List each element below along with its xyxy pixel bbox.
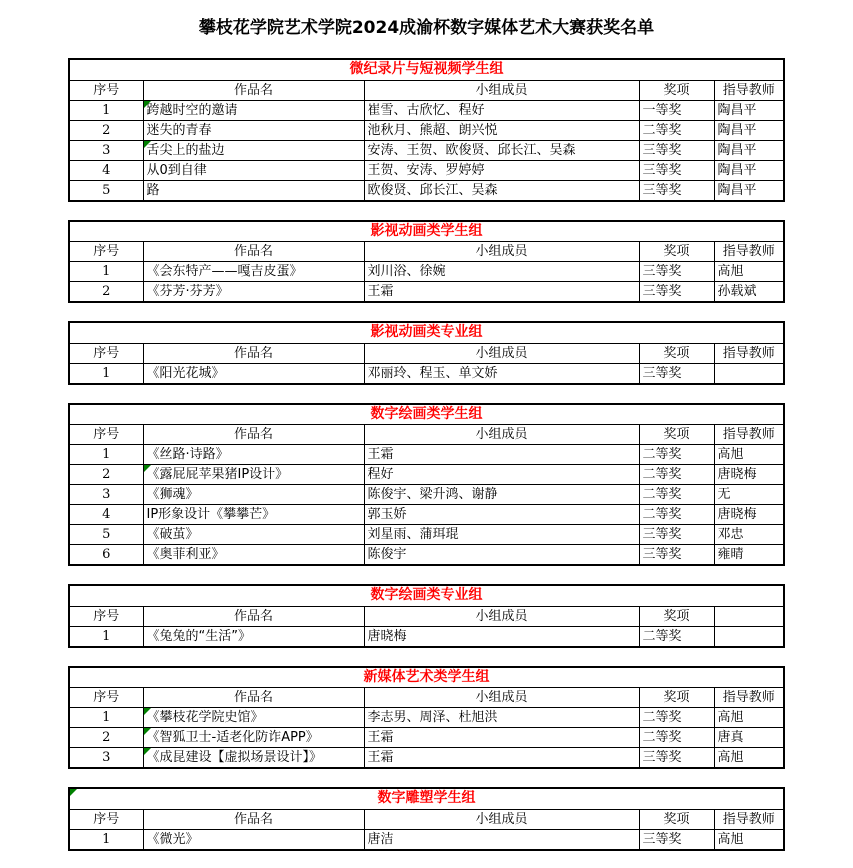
cell-work-title: 《成昆建设【虚拟场景设计】》: [143, 748, 364, 769]
cell-members: 陈俊宇、梁升鸿、谢静: [364, 485, 639, 505]
column-header: 指导教师: [714, 80, 784, 100]
column-header: 序号: [69, 688, 143, 708]
cell-number: 4: [69, 505, 143, 525]
column-header-row: [69, 80, 784, 100]
cell-number: 3: [69, 140, 143, 160]
cell-award: 三等奖: [639, 180, 714, 201]
table-row: [69, 120, 784, 140]
group-title: 影视动画类学生组: [69, 221, 784, 242]
cell-work-title: 《丝路·诗路》: [143, 445, 364, 465]
award-table: [68, 58, 785, 202]
column-header: 奖项: [639, 343, 714, 363]
column-header: 小组成员: [364, 425, 639, 445]
cell-number: 5: [69, 525, 143, 545]
cell-work-title: 《会东特产——嘎吉皮蛋》: [143, 262, 364, 282]
column-header: 序号: [69, 606, 143, 626]
cell-teacher: 陶昌平: [714, 180, 784, 201]
cell-members: 郭玉娇: [364, 505, 639, 525]
cell-award: 二等奖: [639, 465, 714, 485]
cell-members: 唐洁: [364, 829, 639, 850]
cell-members: 李志男、周泽、杜旭洪: [364, 708, 639, 728]
column-header-row: [69, 606, 784, 626]
table-row: [69, 282, 784, 303]
cell-number: 1: [69, 262, 143, 282]
cell-teacher: 陶昌平: [714, 120, 784, 140]
cell-teacher: 高旭: [714, 262, 784, 282]
column-header: 奖项: [639, 606, 714, 626]
cell-members: 刘星雨、蒲珥琨: [364, 525, 639, 545]
cell-teacher: 陶昌平: [714, 160, 784, 180]
cell-award: 二等奖: [639, 445, 714, 465]
cell-members: 崔雪、古欣忆、程好: [364, 100, 639, 120]
table-row: [69, 505, 784, 525]
cell-work-title: 《兔兔的“生活”》: [143, 626, 364, 647]
column-header: 作品名: [143, 688, 364, 708]
column-header-row: [69, 425, 784, 445]
cell-teacher: 唐真: [714, 728, 784, 748]
cell-award: 三等奖: [639, 363, 714, 384]
cell-work-title: 《攀枝花学院史馆》: [143, 708, 364, 728]
group-title: 数字绘画类专业组: [69, 585, 784, 606]
cell-number: 1: [69, 708, 143, 728]
cell-award: 二等奖: [639, 485, 714, 505]
cell-members: 王霜: [364, 445, 639, 465]
column-header-row: [69, 809, 784, 829]
group-header-row: [69, 322, 784, 343]
cell-award: 二等奖: [639, 626, 714, 647]
cell-teacher: [714, 363, 784, 384]
cell-members: 王霜: [364, 728, 639, 748]
group-title: 数字雕塑学生组: [69, 788, 784, 809]
cell-teacher: 孙载斌: [714, 282, 784, 303]
group-title: 微纪录片与短视频学生组: [69, 59, 784, 80]
cell-work-title: IP形象设计《攀攀芒》: [143, 505, 364, 525]
cell-members: 程好: [364, 465, 639, 485]
column-header: 小组成员: [364, 343, 639, 363]
column-header: 指导教师: [714, 242, 784, 262]
group-header-row: [69, 585, 784, 606]
cell-teacher: 高旭: [714, 708, 784, 728]
cell-number: 2: [69, 728, 143, 748]
column-header-row: [69, 242, 784, 262]
group-title: 新媒体艺术类学生组: [69, 667, 784, 688]
column-header: [714, 606, 784, 626]
cell-number: 1: [69, 100, 143, 120]
table-row: [69, 748, 784, 769]
cell-number: 3: [69, 748, 143, 769]
cell-work-title: 《奥菲利亚》: [143, 545, 364, 566]
column-header: 作品名: [143, 80, 364, 100]
cell-members: 池秋月、熊超、朗兴悦: [364, 120, 639, 140]
column-header: 序号: [69, 343, 143, 363]
column-header: 奖项: [639, 809, 714, 829]
cell-award: 一等奖: [639, 100, 714, 120]
column-header: 奖项: [639, 242, 714, 262]
table-row: [69, 180, 784, 201]
award-table: [68, 787, 785, 851]
table-row: [69, 465, 784, 485]
column-header: 小组成员: [364, 242, 639, 262]
cell-award: 三等奖: [639, 525, 714, 545]
cell-award: 三等奖: [639, 262, 714, 282]
cell-work-title: 迷失的青春: [143, 120, 364, 140]
cell-teacher: 唐晓梅: [714, 505, 784, 525]
column-header: 小组成员: [364, 606, 639, 626]
cell-work-title: 从0到自律: [143, 160, 364, 180]
table-row: [69, 160, 784, 180]
table-row: [69, 545, 784, 566]
table-row: [69, 485, 784, 505]
cell-award: 二等奖: [639, 728, 714, 748]
cell-number: 1: [69, 445, 143, 465]
cell-number: 6: [69, 545, 143, 566]
award-table: [68, 403, 785, 567]
cell-number: 5: [69, 180, 143, 201]
table-row: [69, 363, 784, 384]
group-header-row: [69, 221, 784, 242]
group-header-row: [69, 59, 784, 80]
column-header: 作品名: [143, 242, 364, 262]
cell-teacher: 无: [714, 485, 784, 505]
cell-teacher: 陶昌平: [714, 100, 784, 120]
cell-members: 欧俊贤、邱长江、吴森: [364, 180, 639, 201]
cell-number: 2: [69, 465, 143, 485]
column-header: 奖项: [639, 425, 714, 445]
cell-teacher: 雍晴: [714, 545, 784, 566]
cell-award: 二等奖: [639, 120, 714, 140]
column-header: 作品名: [143, 343, 364, 363]
cell-work-title: 《狮魂》: [143, 485, 364, 505]
cell-award: 三等奖: [639, 140, 714, 160]
group-title: 数字绘画类学生组: [69, 404, 784, 425]
cell-members: 刘川浴、徐婉: [364, 262, 639, 282]
cell-teacher: 高旭: [714, 829, 784, 850]
table-row: [69, 262, 784, 282]
cell-award: 三等奖: [639, 282, 714, 303]
table-row: [69, 829, 784, 850]
cell-award: 三等奖: [639, 545, 714, 566]
cell-members: 安涛、王贺、欧俊贤、邱长江、吴森: [364, 140, 639, 160]
column-header-row: [69, 343, 784, 363]
table-row: [69, 708, 784, 728]
cell-work-title: 《芬芳·芬芳》: [143, 282, 364, 303]
award-tables-container: [68, 58, 783, 851]
group-header-row: [69, 788, 784, 809]
cell-number: 2: [69, 120, 143, 140]
column-header: 序号: [69, 242, 143, 262]
column-header: 指导教师: [714, 809, 784, 829]
table-row: [69, 100, 784, 120]
column-header: 奖项: [639, 688, 714, 708]
cell-teacher: 高旭: [714, 748, 784, 769]
cell-teacher: 唐晓梅: [714, 465, 784, 485]
column-header: 小组成员: [364, 80, 639, 100]
cell-work-title: 舌尖上的盐边: [143, 140, 364, 160]
cell-teacher: 高旭: [714, 445, 784, 465]
cell-work-title: 《破茧》: [143, 525, 364, 545]
table-row: [69, 728, 784, 748]
column-header: 作品名: [143, 425, 364, 445]
cell-award: 二等奖: [639, 708, 714, 728]
cell-award: 二等奖: [639, 505, 714, 525]
column-header: 作品名: [143, 809, 364, 829]
column-header: 奖项: [639, 80, 714, 100]
cell-number: 4: [69, 160, 143, 180]
award-table: [68, 220, 785, 304]
column-header: 序号: [69, 809, 143, 829]
cell-work-title: 跨越时空的邀请: [143, 100, 364, 120]
cell-number: 1: [69, 363, 143, 384]
award-table: [68, 321, 785, 385]
cell-work-title: 《智狐卫士-适老化防诈APP》: [143, 728, 364, 748]
cell-work-title: 《露屁屁苹果猪IP设计》: [143, 465, 364, 485]
table-row: [69, 140, 784, 160]
cell-work-title: 《阳光花城》: [143, 363, 364, 384]
cell-number: 3: [69, 485, 143, 505]
cell-award: 三等奖: [639, 160, 714, 180]
group-title: 影视动画类专业组: [69, 322, 784, 343]
cell-work-title: 路: [143, 180, 364, 201]
award-table: [68, 666, 785, 770]
cell-number: 2: [69, 282, 143, 303]
cell-award: 三等奖: [639, 748, 714, 769]
cell-teacher: [714, 626, 784, 647]
cell-members: 陈俊宇: [364, 545, 639, 566]
table-row: [69, 626, 784, 647]
table-row: [69, 445, 784, 465]
award-table: [68, 584, 785, 648]
cell-members: 唐晓梅: [364, 626, 639, 647]
cell-number: 1: [69, 829, 143, 850]
column-header: 指导教师: [714, 688, 784, 708]
column-header: 序号: [69, 80, 143, 100]
cell-number: 1: [69, 626, 143, 647]
column-header: 指导教师: [714, 343, 784, 363]
column-header: 作品名: [143, 606, 364, 626]
column-header: 小组成员: [364, 809, 639, 829]
cell-members: 王霜: [364, 748, 639, 769]
cell-members: 邓丽玲、程玉、单文娇: [364, 363, 639, 384]
column-header: 序号: [69, 425, 143, 445]
column-header: 小组成员: [364, 688, 639, 708]
cell-teacher: 邓忠: [714, 525, 784, 545]
cell-work-title: 《微光》: [143, 829, 364, 850]
cell-award: 三等奖: [639, 829, 714, 850]
column-header: 指导教师: [714, 425, 784, 445]
column-header-row: [69, 688, 784, 708]
table-row: [69, 525, 784, 545]
cell-members: 王贺、安涛、罗婷婷: [364, 160, 639, 180]
cell-members: 王霜: [364, 282, 639, 303]
page-title: 攀枝花学院艺术学院2024成渝杯数字媒体艺术大赛获奖名单: [198, 18, 655, 38]
group-header-row: [69, 667, 784, 688]
cell-teacher: 陶昌平: [714, 140, 784, 160]
group-header-row: [69, 404, 784, 425]
